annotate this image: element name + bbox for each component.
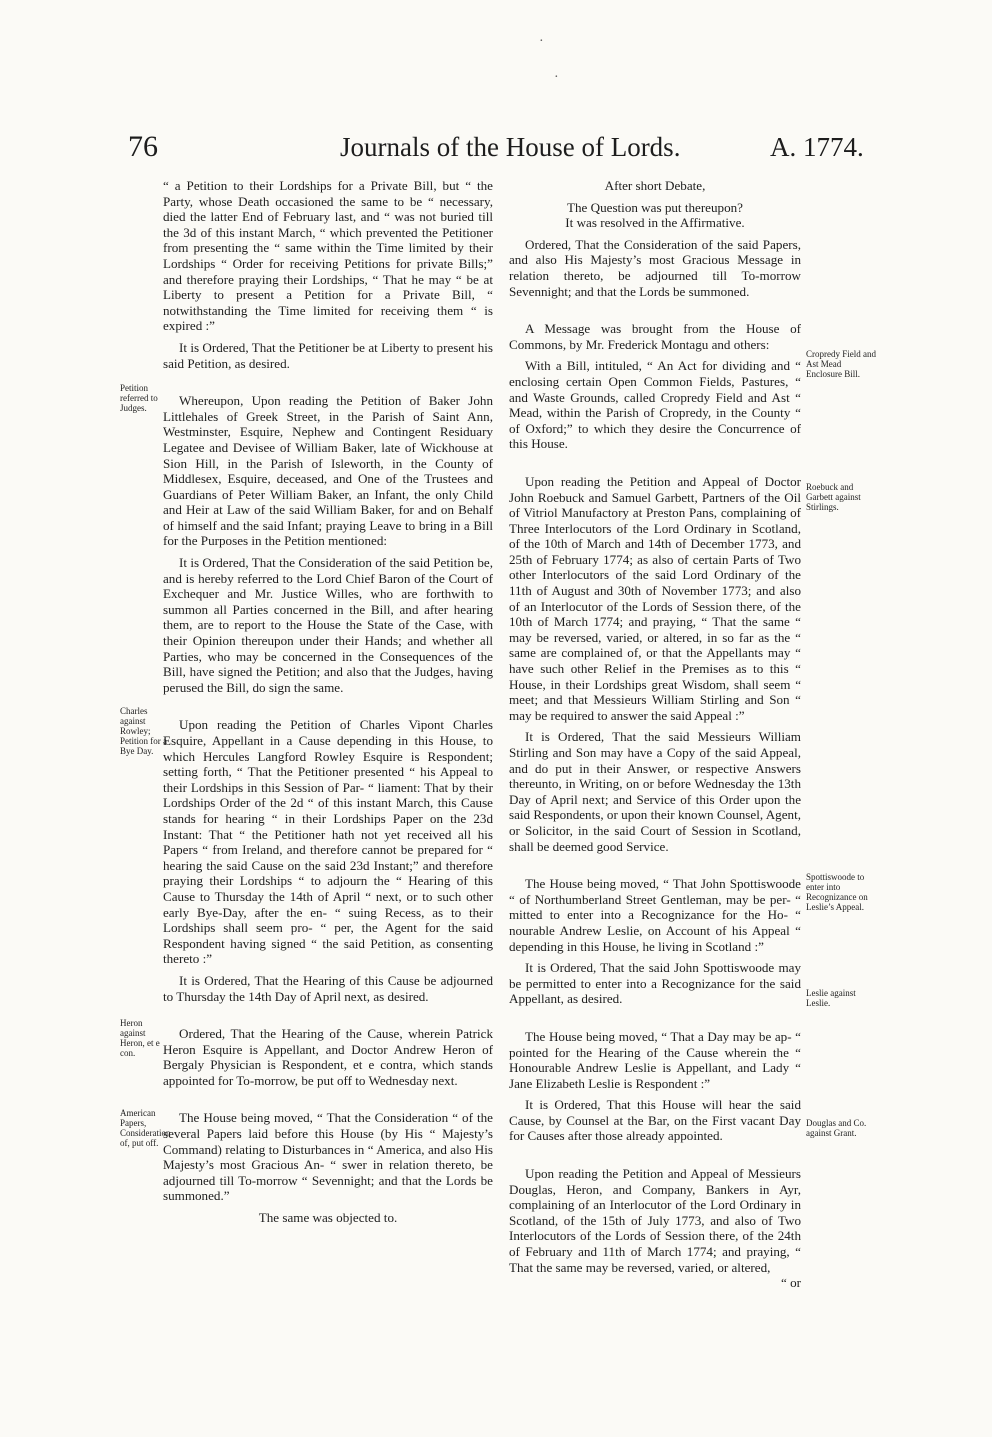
paragraph: Upon reading the Petition of Charles Vipont Charles Esquire, Appellant in a Cause depending in this House, to which Hercules Langford Rowley Esquire is Respondent; setting forth, “ That the Petitioner presented “ his Appeal to their Lordships in this Session of Par- “ liament: That by their Lordships Order of the 2d “ of this instant March, this Cause stands for hearing “ in their Lordships Paper on the 23d Instant: That “ the Petitioner hath not yet received all his Papers “ from Ireland, and therefore cannot be prepared for “ hearing the said Cause on the said 23d Instant;” and therefore praying their Lordships “ to adjourn the “ Hearing of this Cause to Thursday the 14th of April “ next, or to such other early Bye-Day, after the en- “ suing Recess, as to their Lordships shall seem pro- “ per, the Agent for the said Respondent having signed “ the said Petition, as consenting thereto :” xyxy=(163,717,493,967)
paragraph: With a Bill, intituled, “ An Act for dividing and “ enclosing certain Open Common Fields, Pastures, “ and Waste Grounds, called Cropredy Field and Ast “ Mead, within the Parish of Cropredy, in the County “ of Oxford;” to which they desire the Concurrence of this House. xyxy=(509,358,801,452)
page-header xyxy=(0,130,992,174)
paragraph: The House being moved, “ That the Consideration “ of the several Papers laid before this House (by His “ Majesty’s Command) relating to Disturbances in “ America, and also His Majesty’s most Gracious An- “ swer in relation thereto, be adjourned till To-morrow “ Sevennight; and that the Lords be summoned.” xyxy=(163,1110,493,1204)
side-note-left-1: Petition referred to Judges. xyxy=(120,383,158,413)
paragraph: It is Ordered, That this House will hear the said Cause, by Counsel at the Bar, on the First vacant Day for Causes after those already appointed. xyxy=(509,1097,801,1144)
paragraph: It is Ordered, That the Petitioner be at Liberty to present his said Petition, as desired. xyxy=(163,339,493,371)
page-year: A. 1774. xyxy=(770,132,864,162)
spacer xyxy=(509,1007,801,1029)
spacer xyxy=(509,452,801,474)
page-number: 76 xyxy=(128,130,158,163)
side-note-right-1: Cropredy Field and Ast Mead Enclosure Bill. xyxy=(806,349,876,379)
spacer xyxy=(163,1088,493,1110)
paragraph: The House being moved, “ That a Day may be ap- “ pointed for the Hearing of the Cause wherein the “ Honourable Andrew Leslie is Appellant, and Lady “ Jane Elizabeth Leslie is Respondent :” xyxy=(509,1028,801,1091)
side-note-right-4: Leslie against Leslie. xyxy=(806,988,856,1008)
side-note-right-5: Douglas and Co. against Grant. xyxy=(806,1118,867,1138)
spacer xyxy=(163,1004,493,1026)
paragraph: “ a Petition to their Lordships for a Private Bill, but “ the Party, whose Death occasioned the same to be “ necessary, died the latter End of February last, and “ was not buried till the 3d of this instant March, “ which prevented the Petitioner from presenting the “ same within the Time limited by their Lordships “ Order for receiving Petitions for private Bills;” and therefore praying their Lordships, “ That he may “ be at Liberty to present a Petition for a Private Bill, “ notwithstanding the Time limited for receiving them “ is expired :” xyxy=(163,178,493,334)
side-note-right-3: Spottiswoode to enter into Recognizance on Leslie’s Appeal. xyxy=(806,872,868,912)
spacer xyxy=(509,1144,801,1166)
paragraph: It is Ordered, That the Consideration of the said Petition be, and is hereby referred to the Lord Chief Baron of the Court of Exchequer and Mr. Justice Willes, who are forthwith to summon all Parties concerned in the Bill, and after hearing them, are to report to the House the State of the Case, with their Opinion thereupon under their Hands; and whether all Parties, who may be concerned in the Consequences of the Bill, have signed the Petition; and also that the Judges, having perused the Bill, do sign the same. xyxy=(163,555,493,695)
paragraph: It is Ordered, That the said Messieurs William Stirling and Son may have a Copy of the said Appeal, and do put in their Answer, or respective Answers thereunto, in Writing, on or before Wednesday the 13th Day of April next; and Service of this Order upon the said Respondents, or upon their known Counsel, Agent, or Solicitor, in the said Court of Session in Scotland, shall be deemed good Service. xyxy=(509,729,801,854)
paragraph: “ or xyxy=(781,1275,801,1291)
paragraph: Whereupon, Upon reading the Petition of Baker John Littlehales of Greek Street, in the Parish of Saint Ann, Westminster, Esquire, Nephew and Contingent Residuary Legatee and Devisee of William Baker, late of Wickhouse at Sion Hill, in the Parish of Isleworth, in the County of Middlesex, Esquire, deceased, and One of the Trustees and Guardians of Peter William Baker, an Infant, the only Child and Heir at Law of the said William Baker, for and on Behalf of himself and the said Infant; praying Leave to bring in a Bill for the Purposes in the Petition mentioned: xyxy=(163,393,493,549)
spacer xyxy=(163,371,493,393)
left-column xyxy=(163,178,493,1226)
side-note-left-3: Heron against Heron, et e con. xyxy=(120,1018,160,1058)
speck-mark: · xyxy=(539,34,544,49)
paragraph: After short Debate, xyxy=(604,178,706,193)
paragraph: Ordered, That the Hearing of the Cause, wherein Patrick Heron Esquire is Appellant, and Doctor Andrew Heron of Bergaly Physician is Respondent, et e contra, which stands appointed for To-morrow, be put off to Wednesday next. xyxy=(163,1026,493,1088)
paragraph: A Message was brought from the House of Commons, by Mr. Frederick Montagu and others: xyxy=(509,321,801,352)
paragraph: Upon reading the Petition and Appeal of Messieurs Douglas, Heron, and Company, Bankers in Ayr, complaining of an Interlocutor of the Lord Ordinary in Scotland, of the 15th of July 1773, and also of Two Interlocutors of the Lords of Session there, of the 24th of February and 11th of March 1774; and praying, “ That the same may be reversed, varied, or altered, xyxy=(509,1166,801,1275)
paragraph: Ordered, That the Consideration of the said Papers, and also His Majesty’s most Gracious Message in relation thereto, be adjourned till To-morrow Sevennight; and that the Lords be summoned. xyxy=(509,236,801,299)
paragraph: It was resolved in the Affirmative. xyxy=(565,215,745,231)
paragraph: It is Ordered, That the said John Spottiswoode may be permitted to enter into a Recognizance for the said Appellant, as desired. xyxy=(509,960,801,1007)
paragraph: It is Ordered, That the Hearing of this Cause be adjourned to Thursday the 14th Day of April next, as desired. xyxy=(163,972,493,1004)
side-note-left-4: American Papers, Consideration of, put off. xyxy=(120,1108,171,1148)
side-note-right-2: Roebuck and Garbett against Stirlings. xyxy=(806,482,861,512)
side-note-left-2: Charles against Rowley; Petition for a Bye Day. xyxy=(120,706,167,756)
paragraph: The Question was put thereupon? xyxy=(567,199,743,215)
paragraph: The same was objected to. xyxy=(258,1210,398,1226)
spacer xyxy=(163,695,493,717)
page-title: Journals of the House of Lords. xyxy=(340,132,681,162)
spacer xyxy=(509,299,801,321)
paragraph: Upon reading the Petition and Appeal of Doctor John Roebuck and Samuel Garbett, Partners of the Oil of Vitriol Manufactory at Preston Pans, complaining of Three Interlocutors of the Lord Ordinary in Scotland, of the 10th of March and 14th of December 1773, and 25th of February 1774; as also of certain Parts of Two other Interlocutors of the said Lord Ordinary of the 11th of August and 30th of November 1773; and also of an Interlocutor of the Lords of Session there, of the 10th of March 1774; and praying, “ That the same “ may be reversed, varied, or altered, in so far as the “ same are complained of, or that the Appellants may “ have such other Relief in the Premises as to this “ House, in their Lordships great Wisdom, shall seem “ meet; and that Messieurs William Stirling and Son “ may be required to answer the said Appeal :” xyxy=(509,473,801,723)
paragraph: The House being moved, “ That John Spottiswoode “ of Northumberland Street Gentleman, may be per- “ mitted to enter into a Recognizance for the Ho- “ nourable Andrew Leslie, on Account of his Appeal “ depending in this House, he living in Scotland :” xyxy=(509,876,801,954)
right-column xyxy=(509,178,801,1291)
speck-mark: · xyxy=(554,70,559,85)
spacer xyxy=(509,854,801,876)
